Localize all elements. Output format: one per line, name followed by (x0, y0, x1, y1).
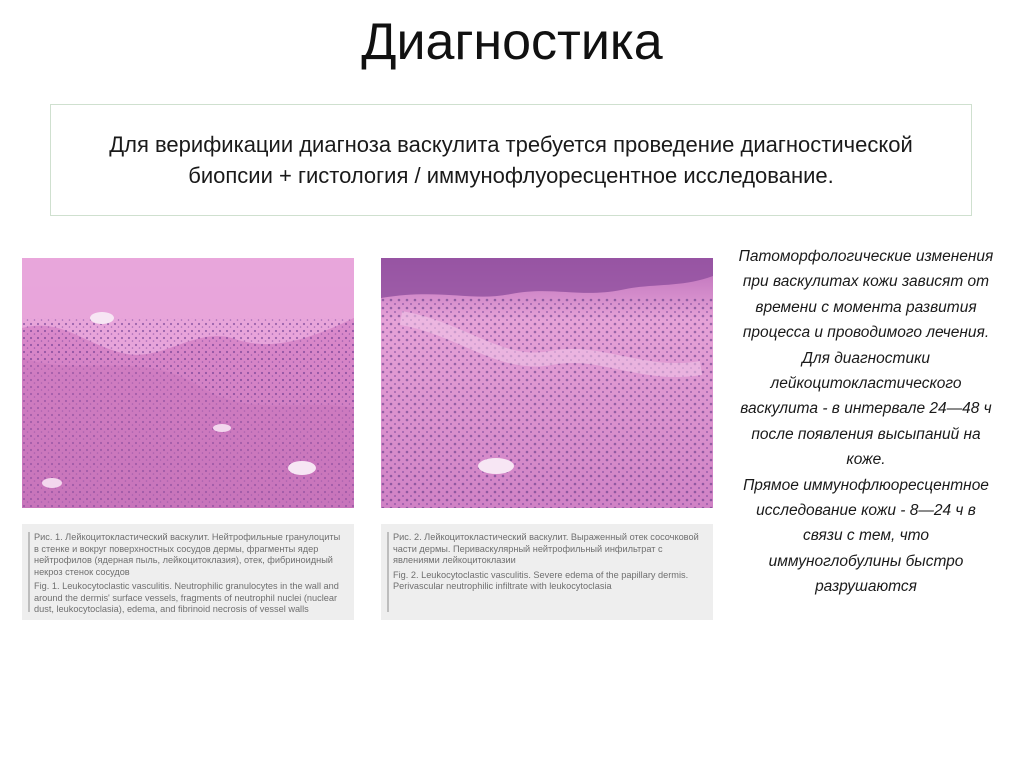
caption-en: Fig. 2. Leukocytoclastic vasculitis. Severe edema of the papillary dermis. Perivascular neutrophilic infiltrate with leukocytoclasia (393, 569, 689, 591)
histology-micrograph-2 (381, 258, 713, 508)
histology-micrograph-1 (22, 258, 354, 508)
caption-en: Fig. 1. Leukocytoclastic vasculitis. Neutrophilic granulocytes in the wall and around the dermis' surface vessels, fragments of neutrophil nuclei (nuclear dust, leukocytoclasia), edema, and fibrinoid necrosis of vessel walls (34, 581, 339, 614)
figure-1-caption (22, 524, 354, 620)
intro-text: Для верификации диагноза васкулита требуется проведение диагностической биопсии + гистология / иммунофлуоресцентное исследование. (109, 132, 913, 188)
caption-ru: Рис. 2. Лейкоцитокластический васкулит. Выраженный отек сосочковой части дермы. Периваскулярный нейтрофильный инфильтрат с явлениями лейкоцитоклазии (393, 532, 699, 565)
side-note-paragraph: Патоморфологические изменения при васкулитах кожи зависят от времени с момента развития процесса и проводимого лечения. (738, 248, 994, 342)
figure-2-caption (381, 524, 713, 620)
intro-box (50, 104, 972, 216)
side-note-paragraph: Прямое иммунофлюоресцентное исследование кожи - 8—24 ч в связи с тем, что иммуноглобулины быстро разрушаются (743, 476, 989, 596)
side-note (735, 244, 997, 600)
caption-ru: Рис. 1. Лейкоцитокластический васкулит. Нейтрофильные гранулоциты в стенке и вокруг поверхностных сосудов дермы, фрагменты ядер нейтрофилов (ядерная пыль, лейкоцитоклазия), отек, фибриноидный некроз стенок сосудов (34, 532, 341, 577)
slide-title: Диагностика (361, 13, 663, 71)
caption-divider (387, 532, 389, 612)
figure-1 (22, 258, 354, 620)
figure-2 (381, 258, 713, 620)
caption-divider (28, 532, 30, 612)
side-note-paragraph: Для диагностики лейкоцитокластического васкулита - в интервале 24—48 ч после появления высыпаний на коже. (740, 349, 992, 469)
